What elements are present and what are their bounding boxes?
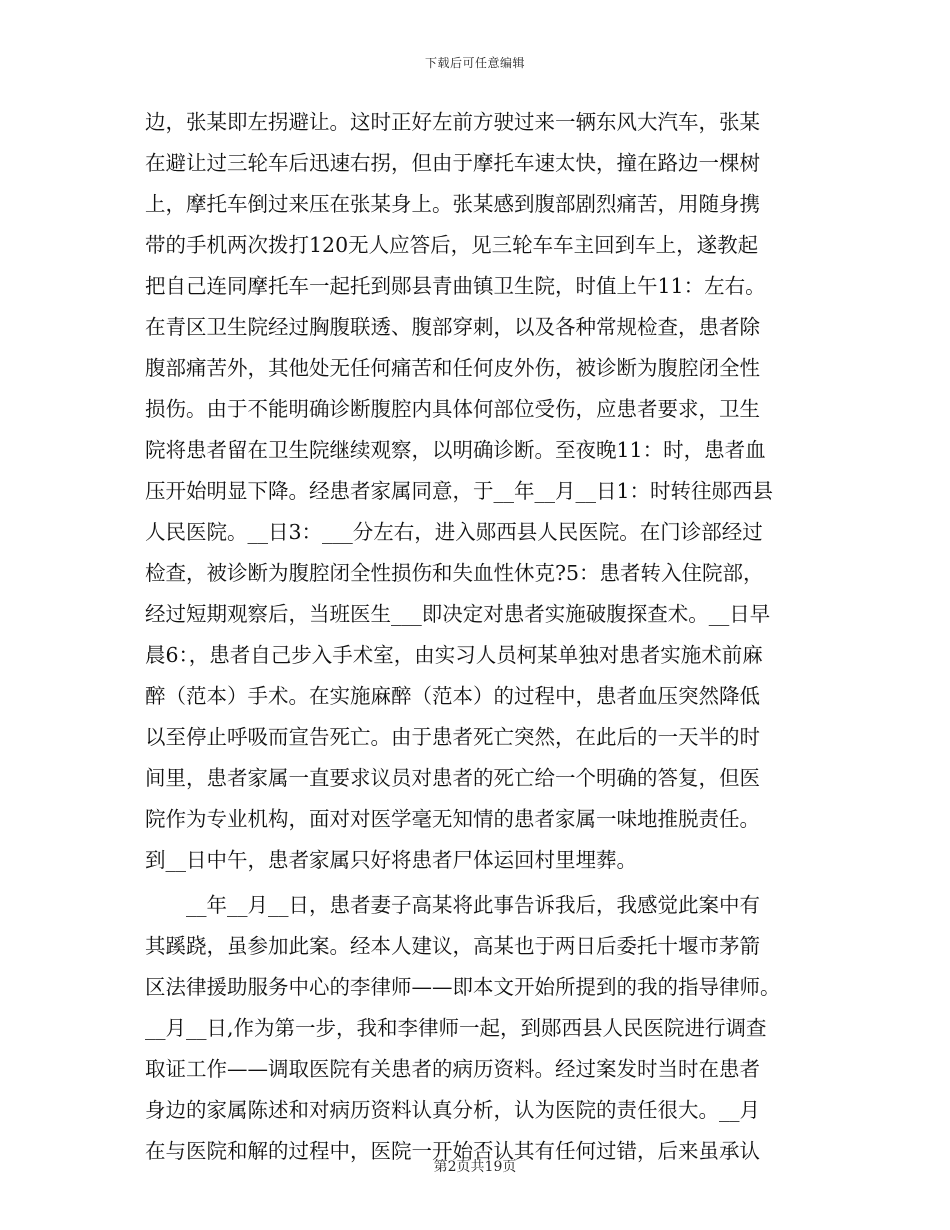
text-line: 上，摩托车倒过来压在张某身上。张某感到腹部剧烈痛苦，用随身携 [145,192,760,216]
text-line: 经过短期观察后，当班医生___即决定对患者实施破腹探查术。__日早 [145,602,771,626]
text-line: 区法律援助服务中心的李律师——即本文开始所提到的我的指导律师。 [145,975,781,999]
text-line: 检查，被诊断为腹腔闭全性损伤和失血性休克?5：患者转入住院部， [145,561,764,585]
text-line: 院作为专业机构，面对对医学毫无知情的患者家属一味地推脱责任。 [145,807,760,831]
text-line: __月__日,作为第一步，我和李律师一起，到郧西县人民医院进行调查 [145,1016,767,1040]
paragraph-2 [145,885,805,1172]
text-line: 间里，患者家属一直要求议员对患者的死亡给一个明确的答复，但医 [145,766,760,790]
page-footer: 第2页共19页 [433,1159,517,1175]
text-line: 压开始明显下降。经患者家属同意，于__年__月__日1：时转往郧西县 [145,479,774,503]
text-line: 身边的家属陈述和对病历资料认真分析，认为医院的责任很大。__月 [145,1098,760,1122]
text-line: 在与医院和解的过程中，医院一开始否认其有任何过错，后来虽承认 [145,1139,760,1163]
text-line: 以至停止呼吸而宣告死亡。由于患者死亡突然，在此后的一天半的时 [145,725,760,749]
text-line: 把自己连同摩托车一起托到郧县青曲镇卫生院，时值上午11：左右。 [145,274,766,298]
text-line: 边，张某即左拐避让。这时正好左前方驶过来一辆东风大汽车，张某 [145,110,760,134]
text-line: 醉（范本）手术。在实施麻醉（范本）的过程中，患者血压突然降低 [145,684,760,708]
text-line: 腹部痛苦外，其他处无任何痛苦和任何皮外伤，被诊断为腹腔闭全性 [145,356,760,380]
paragraph-1 [145,102,805,881]
text-line: 带的手机两次拨打120无人应答后，见三轮车车主回到车上，遂教起 [145,233,759,257]
text-line: 其蹊跷，虽参加此案。经本人建议，高某也于两日后委托十堰市茅箭 [145,934,760,958]
document-body [145,102,805,1172]
text-line: 到__日中午，患者家属只好将患者尸体运回村里埋葬。 [145,848,637,872]
page-header: 下载后可任意编辑 [424,56,525,70]
text-line: 取证工作——调取医院有关患者的病历资料。经过案发时当时在患者 [145,1057,760,1081]
text-line: 损伤。由于不能明确诊断腹腔内具体何部位受伤，应患者要求，卫生 [145,397,760,421]
text-line: 院将患者留在卫生院继续观察，以明确诊断。至夜晚11：时，患者血 [145,438,766,462]
text-line: __年__月__日，患者妻子高某将此事告诉我后，我感觉此案中有 [186,893,760,917]
text-line: 在避让过三轮车后迅速右拐，但由于摩托车速太快，撞在路边一棵树 [145,151,760,175]
text-line: 人民医院。__日3：___分左右，进入郧西县人民医院。在门诊部经过 [145,520,763,544]
text-line: 在青区卫生院经过胸腹联透、腹部穿刺，以及各种常规检查，患者除 [145,315,760,339]
text-line: 晨6：，患者自己步入手术室，由实习人员柯某单独对患者实施术前麻 [145,643,763,667]
